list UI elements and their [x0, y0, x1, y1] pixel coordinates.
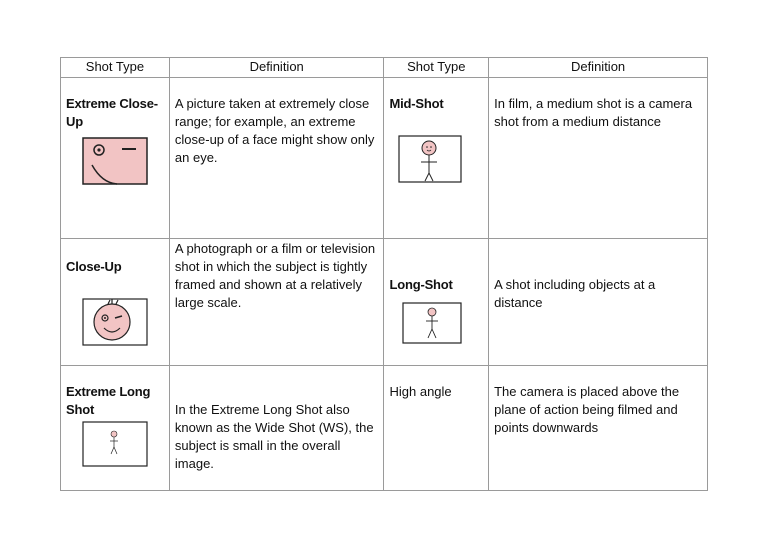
- definition-text: A photograph or a film or television shot in which the subject is tightly framed and shown at a relatively large scale.: [174, 241, 376, 310]
- extreme-close-up-face-icon: [82, 137, 148, 185]
- definition-cell: [169, 366, 384, 491]
- definition-text: A picture taken at extremely close range; for example, an extreme close-up of a face might show only an eye.: [174, 96, 375, 165]
- definition-cell: [169, 239, 384, 366]
- table-row: [61, 78, 708, 239]
- shot-type-cell: [384, 78, 489, 239]
- shot-type-cell: [61, 78, 170, 239]
- header-shot-type-2: Shot Type: [384, 58, 489, 78]
- definition-text: A shot including objects at a distance: [494, 277, 656, 310]
- shot-type-cell: [61, 239, 170, 366]
- shot-types-table: [60, 57, 708, 491]
- definition-cell: [489, 366, 708, 491]
- shot-type-label: Close-Up: [66, 259, 122, 274]
- definition-cell: [169, 78, 384, 239]
- shot-type-label: Mid-Shot: [389, 96, 444, 111]
- header-definition-2: Definition: [489, 58, 708, 78]
- long-shot-figure-icon: [402, 302, 462, 344]
- definition-text: In film, a medium shot is a camera shot from a medium distance: [494, 96, 693, 129]
- shot-type-label: Extreme Long Shot: [66, 384, 151, 417]
- mid-shot-figure-icon: [398, 135, 462, 183]
- shot-type-cell: [61, 366, 170, 491]
- shot-type-label: Extreme Close-Up: [66, 96, 158, 129]
- shot-type-label: Long-Shot: [389, 277, 453, 292]
- definition-text: In the Extreme Long Shot also known as the Wide Shot (WS), the subject is small in the overall image.: [174, 402, 374, 471]
- table-row: [61, 239, 708, 366]
- header-row: [61, 58, 708, 78]
- header-definition-1: Definition: [169, 58, 384, 78]
- definition-cell: [489, 239, 708, 366]
- shot-type-cell: [384, 366, 489, 491]
- extreme-long-shot-figure-icon: [82, 421, 148, 467]
- shot-type-cell: [384, 239, 489, 366]
- header-shot-type-1: Shot Type: [61, 58, 170, 78]
- shot-type-label: High angle: [389, 384, 452, 399]
- definition-text: The camera is placed above the plane of action being filmed and points downwards: [494, 384, 680, 435]
- close-up-face-icon: [82, 298, 148, 346]
- definition-cell: [489, 78, 708, 239]
- table-row: [61, 366, 708, 491]
